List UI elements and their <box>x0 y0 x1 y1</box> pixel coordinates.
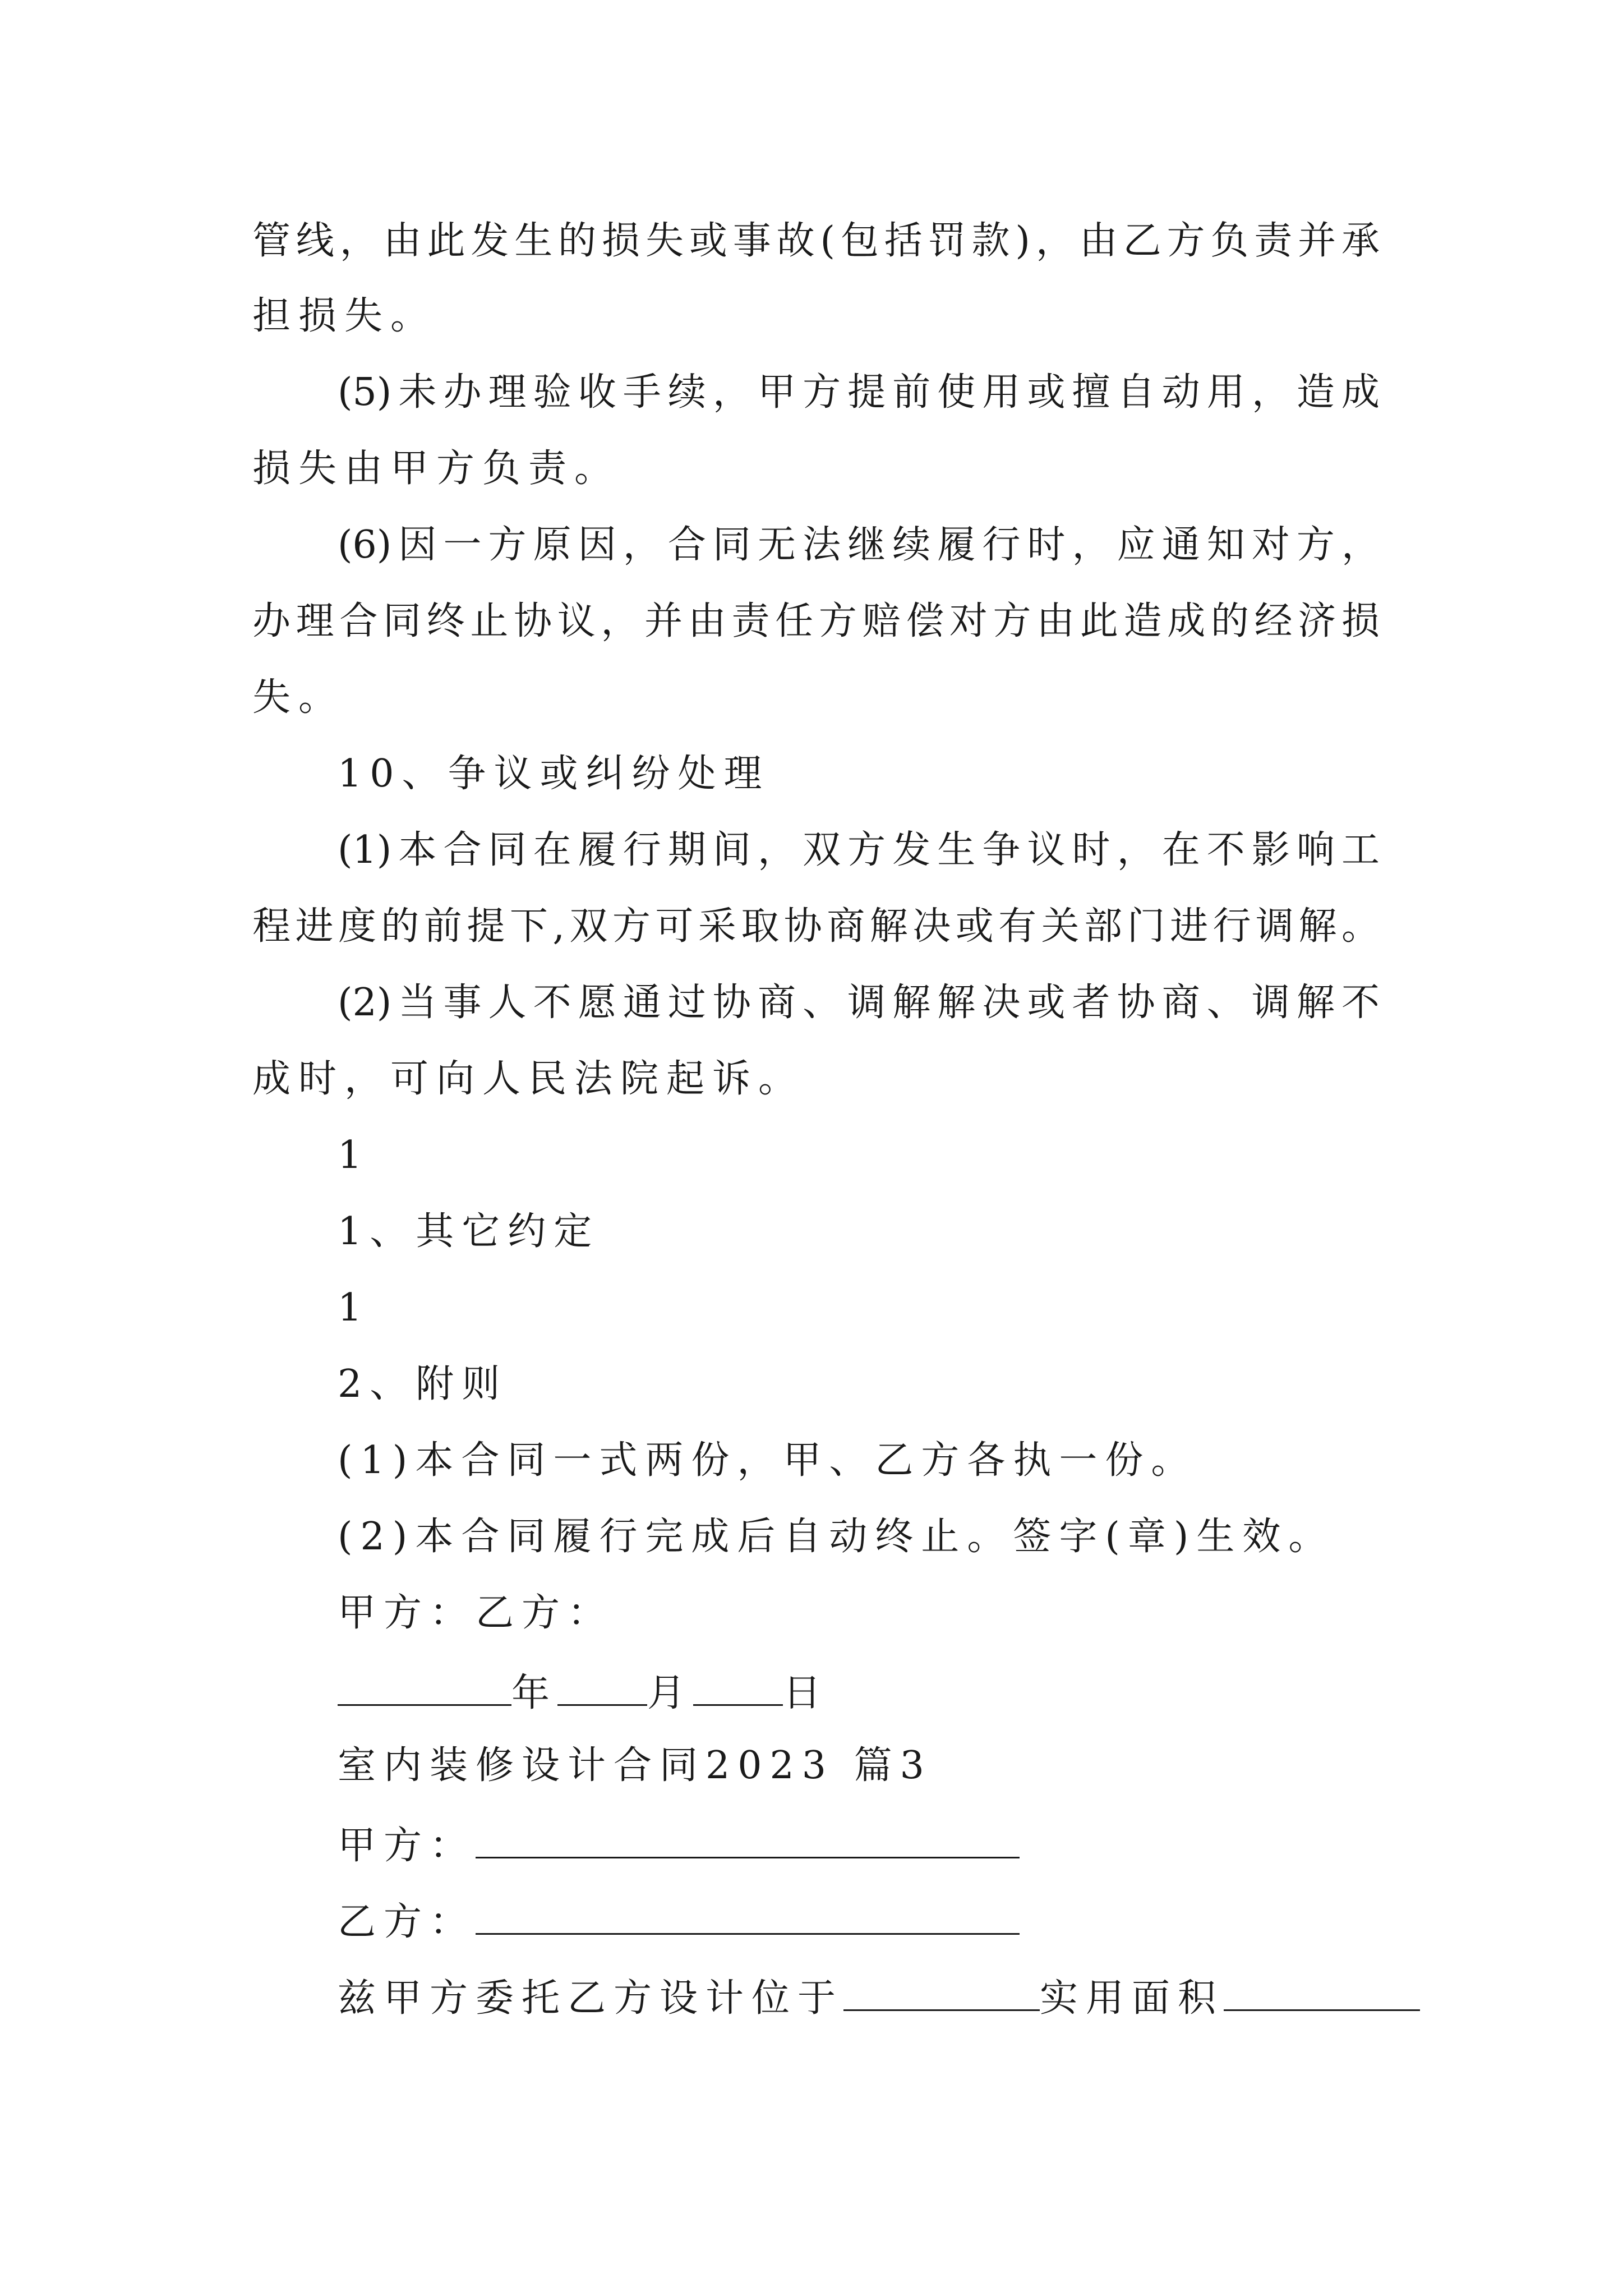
signature-parties-line: 甲方：乙方： <box>338 1591 614 1635</box>
commission-line <box>338 1976 1420 2021</box>
commission-text: 兹甲方委托乙方设计位于 <box>338 1976 844 2021</box>
body-text-line: 1 <box>338 1286 370 1330</box>
date-line <box>338 1671 829 1713</box>
party-a-label: 甲方： <box>338 1824 476 1868</box>
body-text-line: 管线，由此发生的损失或事故(包括罚款)，由乙方负责并承 <box>252 219 1380 263</box>
body-text-line: (2)当事人不愿通过协商、调解解决或者协商、调解不 <box>338 981 1380 1025</box>
day-blank[interactable] <box>693 1671 783 1706</box>
section-heading: 2、附则 <box>338 1362 508 1406</box>
party-a-blank[interactable] <box>476 1823 1020 1858</box>
area-label: 实用面积 <box>1040 1976 1224 2021</box>
body-text-line: (2)本合同履行完成后自动终止。签字(章)生效。 <box>338 1515 1335 1559</box>
month-label: 月 <box>647 1671 694 1715</box>
location-blank[interactable] <box>843 1976 1040 2011</box>
body-text-line: 担损失。 <box>252 294 437 338</box>
day-label: 日 <box>783 1671 829 1715</box>
year-label: 年 <box>511 1671 558 1715</box>
body-text-line: (5)未办理验收手续，甲方提前使用或擅自动用，造成 <box>338 370 1380 415</box>
year-blank[interactable] <box>338 1671 511 1706</box>
area-blank[interactable] <box>1224 1976 1420 2011</box>
body-text-line: 办理合同终止协议，并由责任方赔偿对方由此造成的经济损 <box>252 599 1380 643</box>
section-title: 室内装修设计合同2023 篇3 <box>338 1743 932 1788</box>
body-text-line: (1)本合同在履行期间，双方发生争议时，在不影响工 <box>338 828 1380 872</box>
party-b-label: 乙方： <box>338 1900 476 1944</box>
party-b-line <box>338 1899 1020 1944</box>
party-a-line <box>338 1823 1020 1868</box>
section-heading: 10、争议或纠纷处理 <box>338 752 770 796</box>
body-text-line: 1 <box>338 1133 370 1177</box>
section-heading: 1、其它约定 <box>338 1209 600 1254</box>
body-text-line: 失。 <box>252 675 345 720</box>
party-b-blank[interactable] <box>476 1899 1020 1935</box>
body-text-line: (6)因一方原因，合同无法继续履行时，应通知对方， <box>338 523 1380 567</box>
body-text-line: 损失由甲方负责。 <box>252 447 621 491</box>
body-text-line: 程进度的前提下,双方可采取协商解决或有关部门进行调解。 <box>252 904 1380 949</box>
month-blank[interactable] <box>557 1671 647 1706</box>
body-text-line: (1)本合同一式两份，甲、乙方各执一份。 <box>338 1438 1197 1483</box>
body-text-line: 成时，可向人民法院起诉。 <box>252 1057 805 1101</box>
